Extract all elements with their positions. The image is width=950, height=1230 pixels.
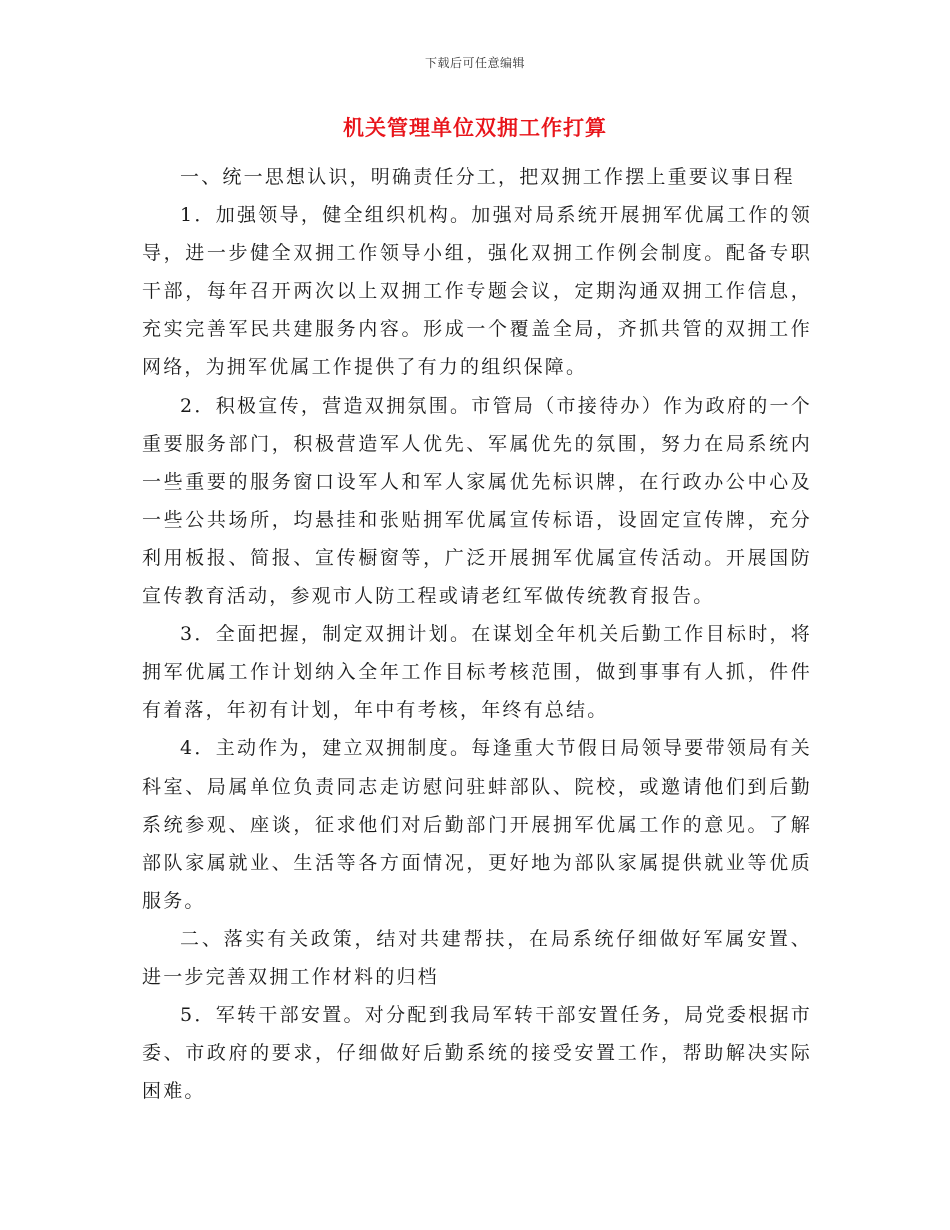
page-header-note: 下载后可任意编辑: [424, 56, 525, 70]
paragraph-item-4: 4．主动作为，建立双拥制度。每逢重大节假日局领导要带领局有关科室、局属单位负责同志走访慰问驻蚌部队、院校，或邀请他们到后勤系统参观、座谈，征求他们对后勤部门开展拥军优属工作的意见。了解部队家属就业、生活等各方面情况，更好地为部队家属提供就业等优质服务。: [142, 737, 812, 912]
paragraph-item-1: 1．加强领导，健全组织机构。加强对局系统开展拥军优属工作的领导，进一步健全双拥工作领导小组，强化双拥工作例会制度。配备专职干部，每年召开两次以上双拥工作专题会议，定期沟通双拥工作信息，充实完善军民共建服务内容。形成一个覆盖全局，齐抓共管的双拥工作网络，为拥军优属工作提供了有力的组织保障。: [142, 204, 812, 379]
section-heading-1: 一、统一思想认识，明确责任分工，把双拥工作摆上重要议事日程: [180, 166, 795, 188]
paragraph-item-3: 3．全面把握，制定双拥计划。在谋划全年机关后勤工作目标时，将拥军优属工作计划纳入全年工作目标考核范围，做到事事有人抓，件件有着落，年初有计划，年中有考核，年终有总结。: [142, 623, 812, 722]
document-title: 机关管理单位双拥工作打算: [343, 116, 607, 140]
paragraph-item-5: 5．军转干部安置。对分配到我局军转干部安置任务，局党委根据市委、市政府的要求，仔细做好后勤系统的接受安置工作，帮助解决实际困难。: [142, 1004, 812, 1103]
paragraph-item-2: 2．积极宣传，营造双拥氛围。市管局（市接待办）作为政府的一个重要服务部门，积极营造军人优先、军属优先的氛围，努力在局系统内一些重要的服务窗口设军人和军人家属优先标识牌，在行政办公中心及一些公共场所，均悬挂和张贴拥军优属宣传标语，设固定宣传牌，充分利用板报、简报、宣传橱窗等，广泛开展拥军优属宣传活动。开展国防宣传教育活动，参观市人防工程或请老红军做传统教育报告。: [142, 394, 812, 608]
document-body: [142, 158, 812, 1110]
section-heading-2: 二、落实有关政策，结对共建帮扶，在局系统仔细做好军属安置、进一步完善双拥工作材料的归档: [142, 927, 812, 988]
